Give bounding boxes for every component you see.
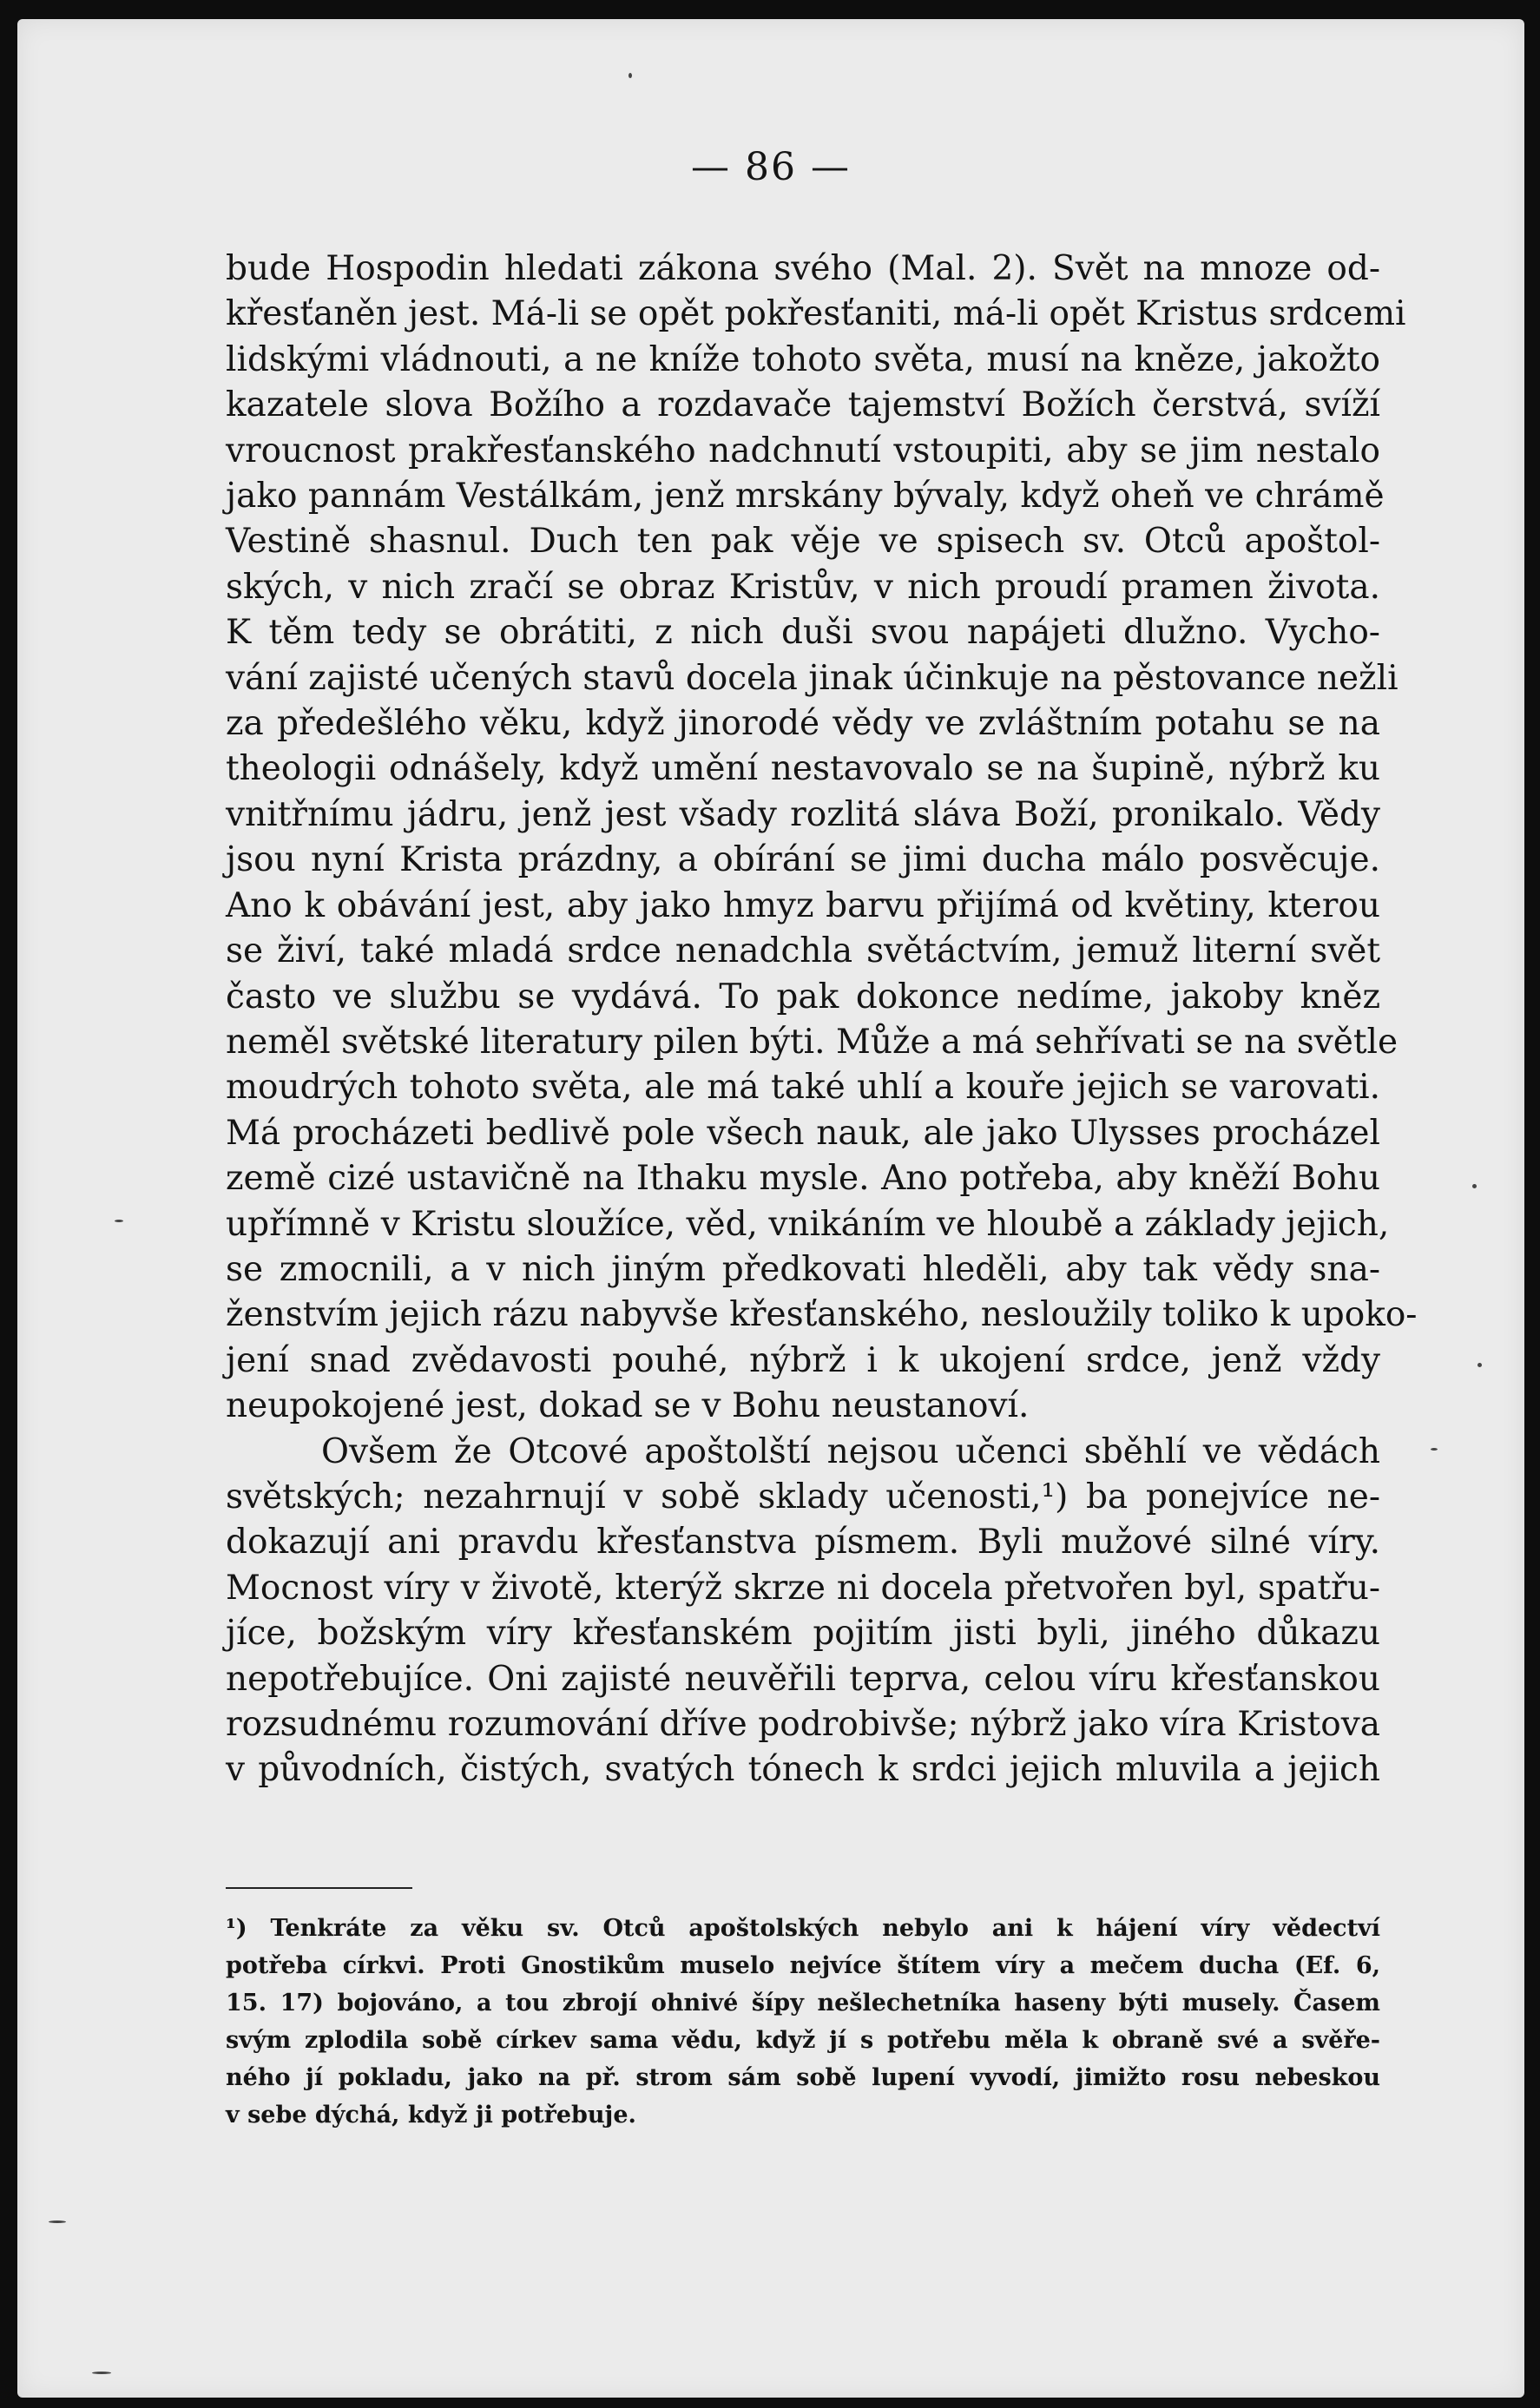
- book-page: [17, 19, 1524, 2398]
- text-line: K těm tedy se obrátiti, z nich duši svou napájeti dlužno. Vycho-: [226, 613, 1380, 653]
- footnote-line: svým zplodila sobě církev sama vědu, když jí s potřebu měla k obraně své a svěře-: [226, 2027, 1380, 2054]
- footnote-line: v sebe dýchá, když ji potřebuje.: [226, 2102, 636, 2128]
- text-line: vroucnost prakřesťanského nadchnutí vstoupiti, aby se jim nestalo: [226, 431, 1380, 470]
- text-line: často ve službu se vydává. To pak dokonce nedíme, jakoby kněz: [226, 977, 1380, 1016]
- text-line: vnitřnímu jádru, jenž jest všady rozlitá sláva Boží, pronikalo. Vědy: [226, 794, 1380, 834]
- paragraph-2: [226, 1430, 1380, 1793]
- footnote-line: potřeba církvi. Proti Gnostikům muselo nejvíce štítem víry a mečem ducha (Ef. 6,: [226, 1952, 1380, 1979]
- speck: [1477, 1363, 1482, 1367]
- text-line: Vestině shasnul. Duch ten pak věje ve spisech sv. Otců apoštol-: [226, 522, 1380, 562]
- text-line: křesťaněn jest. Má-li se opět pokřesťaniti, má-li opět Kristus srdcemi: [226, 294, 1406, 334]
- text-line: moudrých tohoto světa, ale má také uhlí a kouře jejich se varovati.: [226, 1068, 1380, 1108]
- text-line: bude Hospodin hledati zákona svého (Mal. 2). Svět na mnoze od-: [226, 249, 1380, 288]
- text-line: jení snad zvědavosti pouhé, nýbrž i k ukojení srdce, jenž vždy: [226, 1340, 1380, 1380]
- text-line: dokazují ani pravdu křesťanstva písmem. Byli mužové silné víry.: [226, 1523, 1380, 1563]
- speck: [1472, 1184, 1477, 1188]
- paragraph-1: [226, 247, 1418, 1430]
- text-line: rozsudnému rozumování dříve podrobivše; nýbrž jako víra Kristova: [226, 1705, 1380, 1744]
- footnote-divider: [226, 1887, 412, 1889]
- text-line: se zmocnili, a v nich jiným předkovati hleděli, aby tak vědy sna-: [226, 1249, 1380, 1289]
- text-line: ských, v nich zračí se obraz Kristův, v nich proudí pramen života.: [226, 567, 1380, 607]
- text-line: jako pannám Vestálkám, jenž mrskány bývaly, když oheň ve chrámě: [226, 477, 1385, 516]
- text-line: kazatele slova Božího a rozdavače tajemství Božích čerstvá, svíží: [226, 385, 1380, 425]
- speck: [1431, 1448, 1438, 1451]
- speck: [629, 73, 632, 78]
- footnote-line: ¹) Tenkráte za věku sv. Otců apoštolských nebylo ani k hájení víry vědectví: [226, 1915, 1380, 1942]
- text-line: neměl světské literatury pilen býti. Může a má sehřívati se na světle: [226, 1022, 1399, 1062]
- text-line: theologii odnášely, když umění nestavovalo se na šupině, nýbrž ku: [226, 749, 1380, 789]
- text-line: Má procházeti bedlivě pole všech nauk, ale jako Ulysses procházel: [226, 1113, 1380, 1153]
- text-line: neupokojené jest, dokad se v Bohu neustanoví.: [226, 1386, 1030, 1426]
- text-line: světských; nezahrnují v sobě sklady učenosti,¹) ba ponejvíce ne-: [226, 1477, 1380, 1517]
- text-line: nepotřebujíce. Oni zajisté neuvěřili teprva, celou víru křesťanskou: [226, 1659, 1380, 1699]
- speck: [49, 2220, 66, 2223]
- footnote: [226, 1910, 1380, 2134]
- main-text: [226, 247, 1418, 1793]
- text-line: Ovšem že Otcové apoštolští nejsou učenci sběhlí ve vědách: [321, 1431, 1380, 1471]
- footnote-line: ného jí pokladu, jako na př. strom sám sobě lupení vyvodí, jimižto rosu nebeskou: [226, 2064, 1380, 2091]
- page-number: — 86 —: [691, 145, 851, 189]
- text-line: jsou nyní Krista prázdny, a obírání se jimi ducha málo posvěcuje.: [226, 840, 1380, 880]
- text-line: se živí, také mladá srdce nenadchla světáctvím, jemuž literní svět: [226, 931, 1380, 971]
- text-line: vání zajisté učených stavů docela jinak účinkuje na pěstovance nežli: [226, 658, 1399, 698]
- text-line: za předešlého věku, když jinorodé vědy ve zvláštním potahu se na: [226, 704, 1380, 744]
- text-line: země cizé ustavičně na Ithaku mysle. Ano potřeba, aby kněží Bohu: [226, 1159, 1380, 1199]
- text-line: jíce, božským víry křesťanském pojitím jisti byli, jiného důkazu: [226, 1614, 1380, 1654]
- speck: [115, 1220, 123, 1222]
- text-line: upřímně v Kristu sloužíce, věd, vnikáním ve hloubě a základy jejich,: [226, 1204, 1390, 1244]
- text-line: ženstvím jejich rázu nabyvše křesťanského, nesloužily toliko k upoko-: [226, 1295, 1418, 1335]
- text-line: v původních, čistých, svatých tónech k srdci jejich mluvila a jejich: [226, 1750, 1380, 1790]
- text-line: Mocnost víry v životě, kterýž skrze ni docela přetvořen byl, spatřu-: [226, 1568, 1380, 1608]
- footnote-line: 15. 17) bojováno, a tou zbrojí ohnivé šípy nešlechetníka haseny býti musely. Časem: [226, 1990, 1380, 2017]
- speck: [92, 2372, 111, 2374]
- text-line: lidskými vládnouti, a ne kníže tohoto světa, musí na kněze, jakožto: [226, 339, 1380, 379]
- text-line: Ano k obávání jest, aby jako hmyz barvu přijímá od květiny, kterou: [226, 885, 1380, 925]
